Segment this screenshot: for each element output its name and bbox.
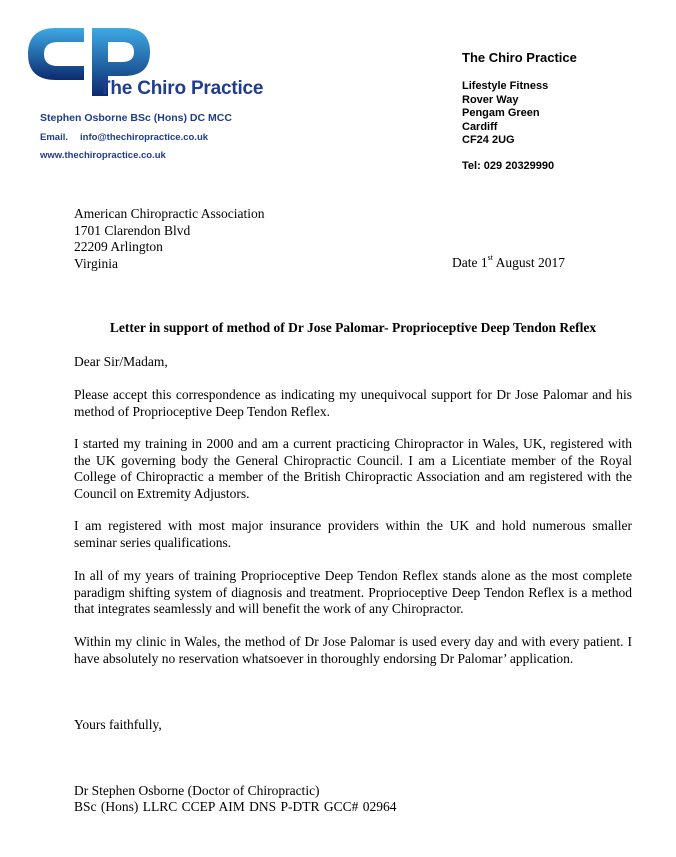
letter-subject: Letter in support of method of Dr Jose Palomar- Proprioceptive Deep Tendon Reflex bbox=[109, 320, 597, 335]
recipient-line: Virginia bbox=[74, 255, 118, 271]
practice-address bbox=[462, 50, 652, 172]
body-paragraph: Within my clinic in Wales, the method of Dr Jose Palomar is used every day and with every patient. I have absolutely no reservation whatsoever in thoroughly endorsing Dr Palomar’ application. bbox=[74, 634, 632, 666]
brand-name: The Chiro Practice bbox=[99, 78, 264, 99]
signatory-qualifications: BSc (Hons) LLRC CCEP AIM DNS P-DTR GCC# 02964 bbox=[74, 799, 397, 814]
website-link[interactable]: www.thechiropractice.co.uk bbox=[40, 150, 166, 161]
practitioner-name: Stephen Osborne BSc (Hons) DC MCC bbox=[40, 112, 232, 124]
date-ordinal: st bbox=[487, 253, 493, 262]
body-paragraph: I started my training in 2000 and am a current practicing Chiropractor in Wales, UK, registered with the UK governing body the General Chiropractic Council. I am a Licentiate member of the Royal College of Chiropractic a member of the British Chiropractic Association and am registered with the Council on Extremity Adjustors. bbox=[74, 436, 632, 501]
practice-address-title: The Chiro Practice bbox=[462, 50, 577, 65]
practice-address-line: Pengam Green bbox=[462, 107, 540, 119]
recipient-address bbox=[74, 206, 264, 272]
salutation: Dear Sir/Madam, bbox=[74, 354, 168, 369]
letter-date bbox=[452, 255, 565, 271]
signatory-name: Dr Stephen Osborne (Doctor of Chiropractic) bbox=[74, 783, 320, 798]
email-link[interactable]: info@thechiropractice.co.uk bbox=[80, 132, 209, 143]
practice-address-line: Rover Way bbox=[462, 93, 519, 106]
email-line bbox=[40, 132, 208, 143]
date-prefix: Date 1 bbox=[452, 255, 488, 270]
body-paragraph: In all of my years of training Proprioceptive Deep Tendon Reflex stands alone as the most complete paradigm shifting system of diagnosis and treatment. Proprioceptive Deep Tendon Reflex is a method that integrates seamlessly and will benefit the work of any Chiropractor. bbox=[74, 568, 632, 616]
body-paragraph: I am registered with most major insurance providers within the UK and hold numerous smaller seminar series qualifications. bbox=[74, 518, 632, 550]
practice-address-line: CF24 2UG bbox=[462, 134, 515, 146]
date-rest: August 2017 bbox=[492, 255, 565, 270]
recipient-line: American Chiropractic Association bbox=[74, 206, 265, 221]
body-paragraph: Please accept this correspondence as indicating my unequivocal support for Dr Jose Palomar and his method of Proprioceptive Deep Tendon Reflex. bbox=[74, 387, 632, 419]
practice-address-line: Cardiff bbox=[462, 120, 498, 133]
practice-address-line: Lifestyle Fitness bbox=[462, 80, 549, 92]
closing: Yours faithfully, bbox=[74, 717, 162, 732]
practice-logo bbox=[26, 26, 266, 106]
email-label: Email. bbox=[40, 132, 68, 143]
recipient-line: 1701 Clarendon Blvd bbox=[74, 222, 191, 238]
practice-telephone: Tel: 029 20329990 bbox=[462, 159, 555, 172]
recipient-line: 22209 Arlington bbox=[74, 239, 163, 254]
